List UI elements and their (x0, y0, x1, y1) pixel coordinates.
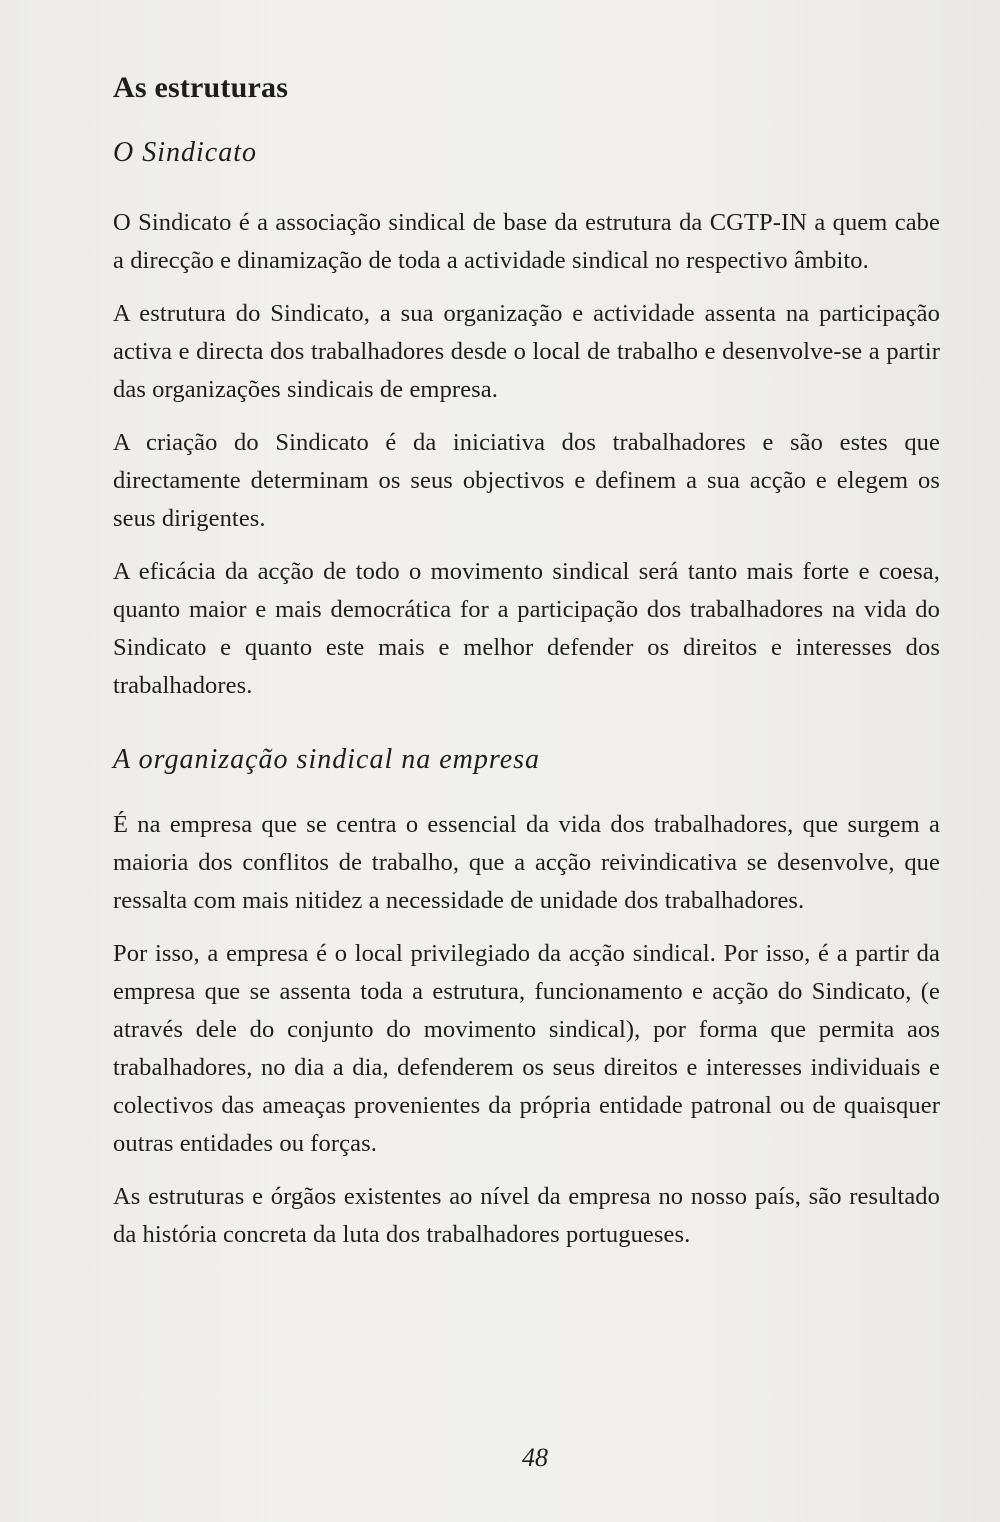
page-content (113, 70, 940, 1254)
paragraph: As estruturas e órgãos existentes ao nível da empresa no nosso país, são resultado da história concreta da luta dos trabalhadores portugueses. (113, 1183, 940, 1249)
page-number: 48 (522, 1443, 548, 1472)
paragraph: A eficácia da acção de todo o movimento sindical será tanto mais forte e coesa, quanto maior e mais democrática for a participação dos trabalhadores na vida do Sindicato e quanto este mais e melhor defender os direitos e interesses dos trabalhadores. (113, 557, 940, 699)
paragraph: É na empresa que se centra o essencial da vida dos trabalhadores, que surgem a maioria dos conflitos de trabalho, que a acção reivindicativa se desenvolve, que ressalta com mais nitidez a necessidade de unidade dos trabalhadores. (113, 811, 940, 915)
chapter-heading: As estruturas (113, 71, 289, 104)
paragraph: A criação do Sindicato é da iniciativa dos trabalhadores e são estes que directamente determinam os seus objectivos e definem a sua acção e elegem os seus dirigentes. (113, 428, 940, 532)
paragraph: Por isso, a empresa é o local privilegiado da acção sindical. Por isso, é a partir da empresa que se assenta toda a estrutura, funcionamento e acção do Sindicato, (e através dele do conjunto do movimento sindical), por forma que permita aos trabalhadores, no dia a dia, defenderem os seus direitos e interesses individuais e colectivos das ameaças provenientes da própria entidade patronal ou de quaisquer outras entidades ou forças. (113, 940, 940, 1158)
section-title-organizacao-empresa: A organização sindical na empresa (113, 743, 541, 775)
paragraph: O Sindicato é a associação sindical de base da estrutura da CGTP-IN a quem cabe a direcção e dinamização de toda a actividade sindical no respectivo âmbito. (113, 208, 940, 274)
paragraph: A estrutura do Sindicato, a sua organização e actividade assenta na participação activa e directa dos trabalhadores desde o local de trabalho e desenvolve-se a partir das organizações sindicais de empresa. (113, 299, 940, 403)
section-title-sindicato: O Sindicato (113, 137, 257, 168)
